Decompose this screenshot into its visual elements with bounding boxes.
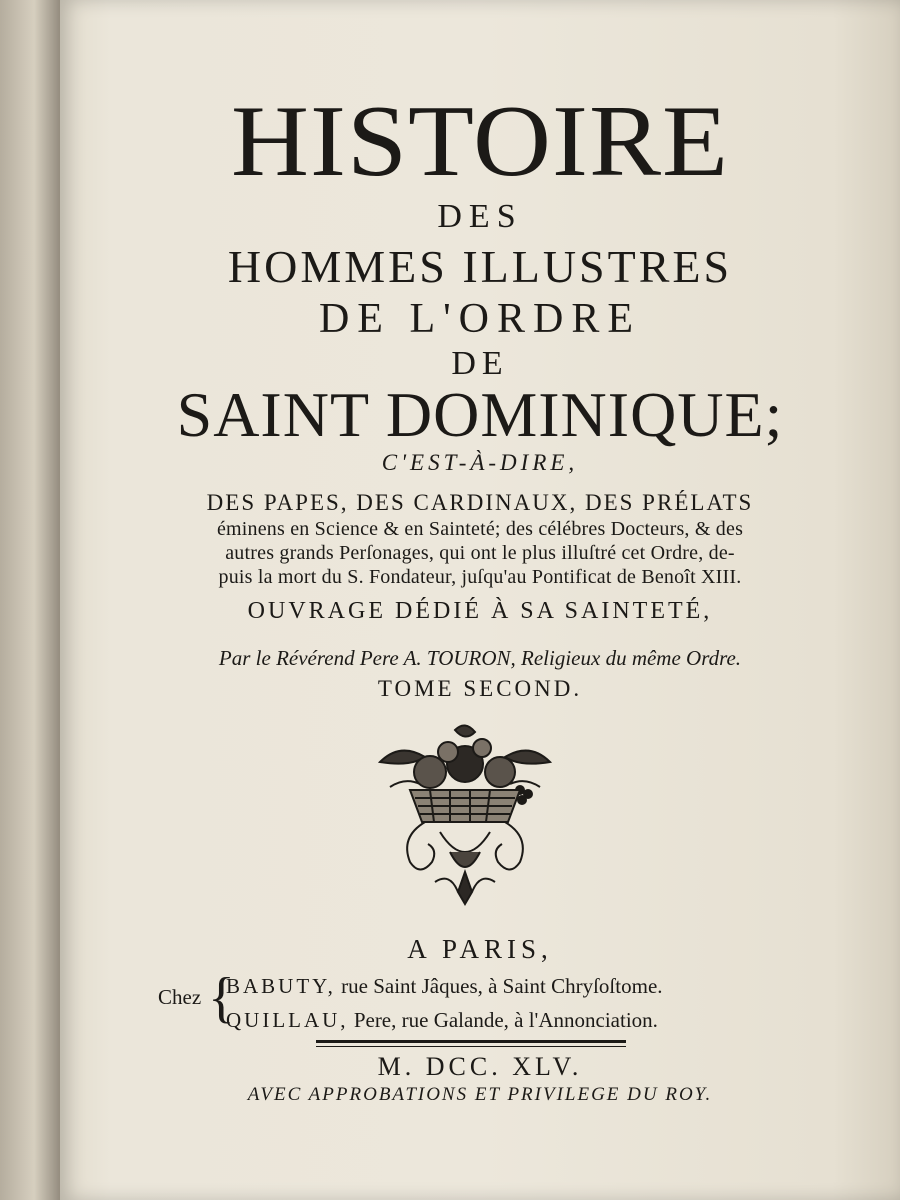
- facing-page-edge: [0, 0, 62, 1200]
- privilege-line: AVEC APPROBATIONS ET PRIVILEGE DU ROY.: [247, 1084, 713, 1105]
- description-line-2: autres grands Perſonages, qui ont le plus illuſtré cet Ordre, de-: [225, 542, 735, 564]
- author-line: Par le Révérend Pere A. TOURON, Religieux du même Ordre.: [218, 646, 742, 670]
- publisher-name: BABUTY,: [226, 974, 336, 998]
- publication-date: M. DCC. XLV.: [377, 1052, 583, 1081]
- double-rule-bottom: [316, 1046, 626, 1047]
- chez-label: Chez: [158, 985, 202, 1009]
- book-title: HISTOIRE: [230, 85, 729, 198]
- title-page: [60, 0, 900, 1200]
- dedication-line: OUVRAGE DÉDIÉ À SA SAINTETÉ,: [247, 598, 713, 624]
- title-de: DE: [451, 345, 509, 382]
- description-line-1: éminens en Science & en Sainteté; des célébres Docteurs, & des: [216, 518, 744, 540]
- brace-icon: {: [208, 967, 235, 1029]
- papes-line: DES PAPES, DES CARDINAUX, DES PRÉLATS: [206, 490, 754, 515]
- fruit-basket-ornament-icon: [370, 722, 560, 912]
- publisher-1: [226, 974, 663, 999]
- description-line-3: puis la mort du S. Fondateur, juſqu'au Pontificat de Benoît XIII.: [218, 566, 742, 588]
- imprint-place: A PARIS,: [407, 934, 553, 964]
- cest-a-dire: C'EST-À-DIRE,: [381, 450, 579, 475]
- volume-line: TOME SECOND.: [377, 676, 583, 701]
- publisher-address: Pere, rue Galande, à l'Annonciation.: [353, 1008, 658, 1032]
- title-de-l-ordre: DE L'ORDRE: [318, 296, 642, 342]
- publisher-name: QUILLAU,: [226, 1008, 349, 1032]
- title-saint-dominique: SAINT DOMINIQUE;: [176, 379, 784, 450]
- publisher-2: [226, 1008, 658, 1033]
- title-hommes-illustres: HOMMES ILLUSTRES: [227, 241, 733, 292]
- publisher-address: rue Saint Jâques, à Saint Chryſoſtome.: [341, 974, 663, 998]
- double-rule-top: [316, 1040, 626, 1043]
- title-des: DES: [437, 198, 523, 235]
